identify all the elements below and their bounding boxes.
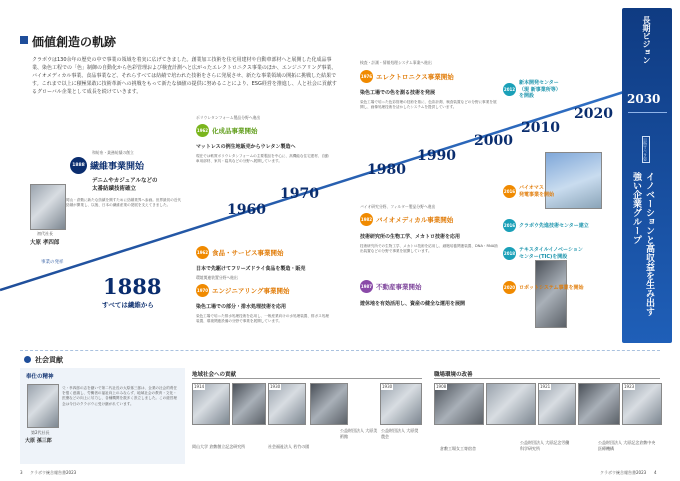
regional-caption-3: 公益財団法人 大原奨農会 bbox=[381, 428, 419, 439]
recent-text-4: ロボットシステム事業を開始 bbox=[519, 285, 584, 291]
recent-badge-4: 2020 bbox=[503, 281, 516, 294]
page-title: 価値創造の軌跡 bbox=[32, 35, 117, 49]
year-1960: 1960 bbox=[227, 202, 266, 218]
workplace-photo-3 bbox=[578, 383, 620, 425]
regional-caption-2: 公益財団法人 大原美術館 bbox=[340, 428, 378, 439]
engineering-title: エンジニアリング事業開始 bbox=[212, 287, 290, 295]
regional-year-2: 1930 bbox=[382, 384, 393, 389]
recent-text-0b: （現 新事業所等） bbox=[519, 86, 561, 93]
footer-left-text: クラボウ統合報告書2023 bbox=[30, 470, 77, 475]
recent-badge-3: 2018 bbox=[503, 247, 516, 260]
workplace-year-1: 1921 bbox=[540, 384, 551, 389]
vision-slogan2: 強い企業グループ bbox=[631, 172, 641, 244]
sonsaburo-portrait bbox=[27, 384, 59, 428]
regional-photo-3 bbox=[310, 383, 348, 425]
workplace-rule bbox=[434, 378, 660, 379]
founder-caption2: 大原 孝四郎 bbox=[30, 240, 60, 246]
workplace-caption-0: 倉敷工場女工寄宿舎 bbox=[440, 446, 476, 451]
vision-year: 2030 bbox=[627, 92, 661, 106]
workplace-caption-2: 公益財団法人 大原記念倉敷中央医療機構 bbox=[598, 440, 656, 451]
founding-title: 繊維事業開始 bbox=[90, 162, 145, 172]
recent-text-3a: テキスタイルイノベーション bbox=[519, 247, 583, 253]
founding-category: 和紡糸・業務紡績の創立 bbox=[92, 150, 134, 155]
bio-category: バイオ研究分野、フィルター製品分野へ進出 bbox=[360, 204, 436, 209]
big-year-1888: 1888 bbox=[103, 274, 162, 299]
workplace-year-2: 1923 bbox=[624, 384, 635, 389]
food-badge: 1962 bbox=[196, 246, 209, 259]
electronics-title: エレクトロニクス事業開始 bbox=[376, 73, 454, 81]
chemical-sub: マットレスの例生地販売からウレタン製造へ bbox=[196, 144, 296, 150]
big-year-tag: すべては繊維から bbox=[102, 301, 154, 309]
footer-right-page: 4 bbox=[654, 470, 657, 475]
engineering-desc: 染色工場で培った排水処理技術を応用し、一般産業向けの水処理装置、排ガス処理装置、環境関連設備の分野で事業を展開しています。 bbox=[196, 314, 329, 324]
footer-left-page: 3 bbox=[20, 470, 23, 475]
bio-sub: 技術研究所の生物工学、メカトロ技術を応用 bbox=[360, 234, 461, 240]
founding-badge: 1888 bbox=[70, 157, 87, 174]
recent-text-1a: バイオマス bbox=[519, 185, 544, 191]
electronics-desc: 染色工場で培った色彩管理の技術を基に、色彩計測、検査装置などの分野に事業を展開し、画像処理技術を活かしたシステムを提供しています。 bbox=[360, 100, 497, 110]
vision-tag: 目指すべき姿 bbox=[643, 138, 649, 161]
robot-photo bbox=[535, 260, 567, 328]
regional-photo-1 bbox=[232, 383, 266, 425]
engineering-sub: 染色工場での部分・排水処理技術を応用 bbox=[196, 304, 287, 310]
chemical-badge: 1962 bbox=[196, 124, 209, 137]
intro-text: クラボウは130余年の歴史の中で事業の領域を着実に広げてきました。創業加工技術を住宅用建材や自動車部材へと展開した化成品事業、染色工程での「色」制御の自動化から色彩管理および検査計測へと広がったエレクトロニクス事業のほか、エンジニアリング事業、バイオメディカル事業、食品事業など、それらすべては紡績で培われた技術をさらに発展させ、新たな事業領域の開拓に挑戦した結果です。これまで以上に積極果敢に技術革新への挑戦をもって新たな価値の提供に努めることにより、ESG経営を推進し、人と社会に貢献するグローバル企業として成長を続けていきます。 bbox=[32, 57, 337, 95]
spirit-title: 奉仕の精神 bbox=[26, 374, 54, 380]
year-1970: 1970 bbox=[280, 186, 319, 202]
realestate-title: 不動産事業開始 bbox=[376, 283, 422, 291]
electronics-sub: 染色工場での色を測る技術を発展 bbox=[360, 90, 436, 96]
regional-year-1: 1930 bbox=[270, 384, 281, 389]
sonsaburo-caption2: 大原 孫三郎 bbox=[25, 438, 52, 444]
realestate-sub: 遊休地を有効活用し、資産の健全な運用を展開 bbox=[360, 301, 466, 307]
bio-title: バイオメディカル事業開始 bbox=[376, 216, 454, 224]
recent-text-1b: 発電事業を開始 bbox=[519, 191, 555, 198]
year-1990: 1990 bbox=[417, 148, 456, 164]
recent-text-3b: センター(TIC)を開設 bbox=[519, 253, 568, 260]
regional-year-0: 1914 bbox=[194, 384, 205, 389]
bio-desc: 技術研究所での生物工学、メカトロ技術を応用し、細胞培養関連装置、DNA・RNA抽出装置などの分野で事業を展開しています。 bbox=[360, 244, 498, 254]
chemical-desc: 現在では軟質ポリウレタンフォームの主要製品を中心に、高機能な住宅建材、自動車用部材、家具・寝具などの分野へ展開しています。 bbox=[196, 154, 329, 164]
year-2020: 2020 bbox=[574, 106, 613, 122]
workplace-photo-1 bbox=[486, 383, 536, 425]
founder-caption1: 初代社長 bbox=[37, 231, 53, 236]
workplace-year-0: 1908 bbox=[436, 384, 447, 389]
section-separator bbox=[20, 350, 660, 351]
regional-caption-0: 岡山大学 倉敷創立記念研究所 bbox=[192, 444, 246, 449]
vision-label: 長期ビジョン bbox=[642, 16, 651, 64]
electronics-badge: 1976 bbox=[360, 70, 373, 83]
year-1980: 1980 bbox=[367, 162, 406, 178]
electronics-category: 検査・計測・情報処理システム事業へ進出 bbox=[360, 60, 432, 65]
biomass-photo bbox=[545, 152, 602, 209]
engineering-category: 環境関連装置分野へ進出 bbox=[196, 275, 238, 280]
founder-portrait bbox=[30, 184, 66, 230]
footer-right-text: クラボウ統合報告書2023 bbox=[600, 470, 647, 475]
engineering-badge: 1970 bbox=[196, 284, 209, 297]
sonsaburo-caption1: 第2代社長 bbox=[31, 430, 50, 435]
social-heading: 社会貢献 bbox=[35, 356, 63, 364]
founding-sub1: デニムやカジュアルなどの bbox=[92, 178, 158, 184]
vision-slogan1: イノベーションと高収益を生み出す bbox=[644, 172, 654, 316]
workplace-title: 職場環境の改善 bbox=[434, 372, 473, 378]
recent-text-2: クラボウ先進技術センター建立 bbox=[519, 223, 589, 229]
year-2000: 2000 bbox=[474, 133, 513, 149]
founding-desc: 岡山・倉敷に新たな紡績を興すために紡績業界へ参画。世界最初の近代紡績が開業し、以後、日本の繊維産業の発展を支えてきました。 bbox=[66, 198, 181, 208]
origin-label: 事業の発祥 bbox=[41, 260, 64, 265]
recent-badge-1: 2016 bbox=[503, 185, 516, 198]
regional-caption-1: 社会福祉法人 若竹の園 bbox=[268, 444, 310, 449]
recent-text-0a: 新本開発センター bbox=[519, 80, 559, 86]
recent-badge-0: 2012 bbox=[503, 83, 516, 96]
founding-sub2: 太番紡績技術確立 bbox=[92, 186, 137, 192]
recent-badge-2: 2016 bbox=[503, 219, 516, 232]
social-marker bbox=[24, 356, 31, 363]
chemical-category: ポリウレタンフォーム製品分野へ進出 bbox=[196, 115, 261, 120]
recent-text-0c: を開設 bbox=[519, 93, 535, 99]
realestate-badge: 1987 bbox=[360, 280, 373, 293]
chemical-title: 化成品事業開始 bbox=[212, 127, 258, 135]
bio-badge: 1982 bbox=[360, 213, 373, 226]
food-title: 食品・サービス事業開始 bbox=[212, 249, 284, 257]
spirit-text: 父・孝四郎の志を継いで第二代社長の大原孫三郎は、企業の社会的責任を強く意識し、労働者の福祉向上のみならず、地域社会の教育・文化・医療などの向上に尽力し、各種機関を数多く設立しました。この経営理念は今日のクラボウに受け継がれています。 bbox=[62, 386, 177, 406]
vision-divider bbox=[628, 112, 667, 113]
workplace-caption-1: 公益財団法人 大原記念労働科学研究所 bbox=[520, 440, 570, 451]
year-2010: 2010 bbox=[521, 120, 560, 136]
regional-title: 地域社会への貢献 bbox=[192, 372, 237, 378]
food-sub: 日本で先駆けてフリーズドライ食品を製造・販売 bbox=[196, 266, 306, 272]
regional-rule bbox=[192, 378, 422, 379]
